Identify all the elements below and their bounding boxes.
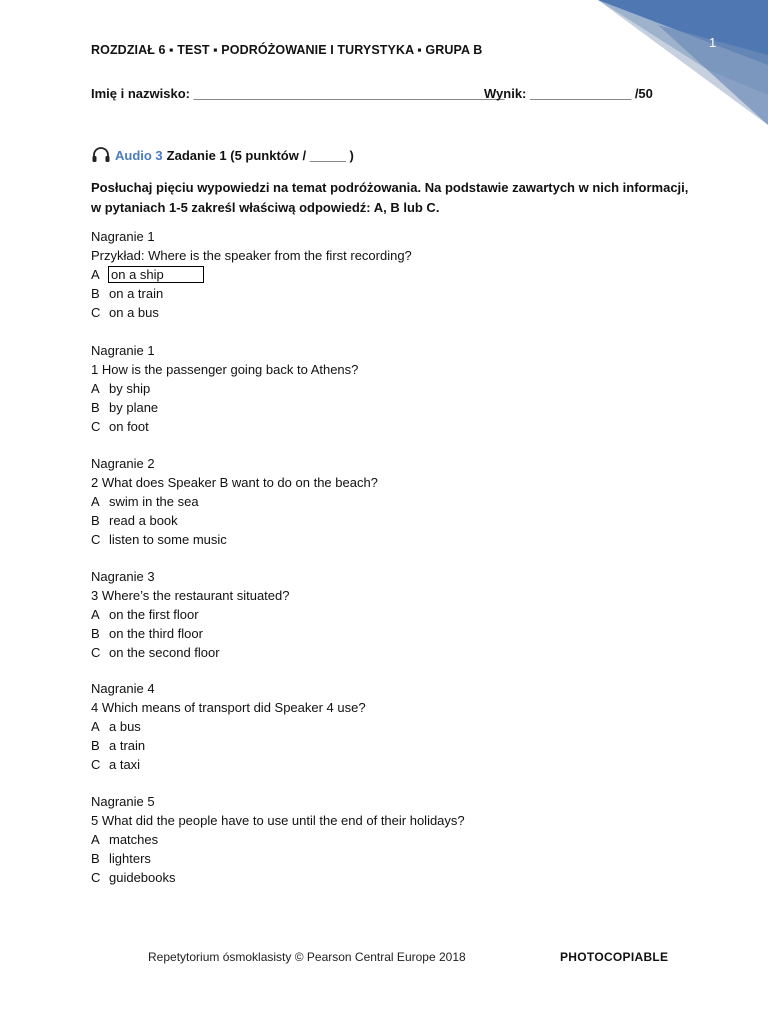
name-field-label: Imię i nazwisko: ___________________________________________ (91, 86, 505, 101)
task-heading (91, 147, 354, 163)
option-text: a train (109, 738, 146, 753)
option-row[interactable] (91, 624, 290, 643)
option-row (91, 265, 412, 284)
option-row[interactable] (91, 398, 358, 417)
option-text: by plane (109, 400, 159, 415)
option-letter: B (91, 513, 100, 528)
option-text: on a train (109, 286, 164, 301)
option-text: lighters (109, 851, 151, 866)
option-text: on the first floor (109, 607, 199, 622)
option-text: read a book (109, 513, 178, 528)
recording-label: Nagranie 5 (91, 794, 155, 809)
option-row[interactable] (91, 492, 378, 511)
footer-copyright: Repetytorium ósmoklasisty © Pearson Central Europe 2018 (148, 950, 466, 964)
option-row[interactable] (91, 736, 366, 755)
question-block-3 (91, 567, 290, 662)
option-letter: B (91, 286, 100, 301)
option-row[interactable] (91, 417, 358, 436)
option-letter: A (91, 494, 100, 509)
option-text: on a bus (109, 305, 159, 320)
option-row (91, 303, 412, 322)
option-letter: C (91, 532, 101, 547)
question-block-4 (91, 679, 366, 774)
headphones-icon (91, 147, 111, 163)
option-row (91, 284, 412, 303)
question-text: 2 What does Speaker B want to do on the beach? (91, 475, 378, 490)
recording-label: Nagranie 3 (91, 569, 155, 584)
option-letter: C (91, 645, 101, 660)
option-text: a taxi (109, 757, 141, 772)
task-title: Zadanie 1 (5 punktów / _____ ) (166, 147, 354, 163)
option-row[interactable] (91, 868, 465, 887)
option-letter: B (91, 851, 100, 866)
recording-label: Nagranie 1 (91, 343, 155, 358)
option-text: guidebooks (109, 870, 176, 885)
option-text: on the third floor (109, 626, 203, 641)
example-block (91, 227, 412, 322)
option-letter: C (91, 757, 101, 772)
example-question: Przykład: Where is the speaker from the first recording? (91, 248, 412, 263)
option-row[interactable] (91, 605, 290, 624)
question-text: 4 Which means of transport did Speaker 4 use? (91, 700, 366, 715)
option-letter: C (91, 305, 101, 320)
option-row[interactable] (91, 717, 366, 736)
question-text: 3 Where’s the restaurant situated? (91, 588, 290, 603)
option-letter: A (91, 832, 100, 847)
question-block-1 (91, 341, 358, 436)
recording-label: Nagranie 2 (91, 456, 155, 471)
corner-decoration (598, 0, 768, 125)
option-text: matches (109, 832, 159, 847)
option-letter: C (91, 870, 101, 885)
audio-label: Audio 3 (115, 147, 163, 163)
question-text: 1 How is the passenger going back to Athens? (91, 362, 359, 377)
option-text: swim in the sea (109, 494, 199, 509)
option-letter: B (91, 738, 100, 753)
option-row[interactable] (91, 379, 358, 398)
option-text: by ship (109, 381, 151, 396)
option-text: a bus (109, 719, 141, 734)
question-text: 5 What did the people have to use until the end of their holidays? (91, 813, 465, 828)
page-number: 1 (709, 35, 717, 50)
option-row[interactable] (91, 849, 465, 868)
option-row[interactable] (91, 830, 465, 849)
score-field-label: Wynik: ______________ /50 (484, 86, 653, 101)
option-row[interactable] (91, 755, 366, 774)
option-letter: A (91, 719, 100, 734)
option-text: on the second floor (109, 645, 220, 660)
header-title: ROZDZIAŁ 6 ▪ TEST ▪ PODRÓŻOWANIE I TURYSTYKA ▪ GRUPA B (91, 43, 483, 57)
option-letter: A (91, 381, 100, 396)
option-text: on foot (109, 419, 149, 434)
question-block-5 (91, 792, 465, 887)
recording-label: Nagranie 1 (91, 229, 155, 244)
selected-answer: on a ship (108, 266, 204, 283)
option-row[interactable] (91, 643, 290, 662)
option-letter: A (91, 607, 100, 622)
task-instructions: Posłuchaj pięciu wypowiedzi na temat podróżowania. Na podstawie zawartych w nich informacji, w pytaniach 1-5 zakreśl właściwą odpowiedź: A, B lub C. (91, 180, 689, 215)
recording-label: Nagranie 4 (91, 681, 155, 696)
option-text: listen to some music (109, 532, 227, 547)
footer-photocopiable: PHOTOCOPIABLE (560, 950, 669, 964)
question-block-2 (91, 454, 378, 549)
option-row[interactable] (91, 511, 378, 530)
option-letter: A (91, 267, 100, 282)
option-letter: B (91, 626, 100, 641)
option-row[interactable] (91, 530, 378, 549)
option-letter: B (91, 400, 100, 415)
option-letter: C (91, 419, 101, 434)
